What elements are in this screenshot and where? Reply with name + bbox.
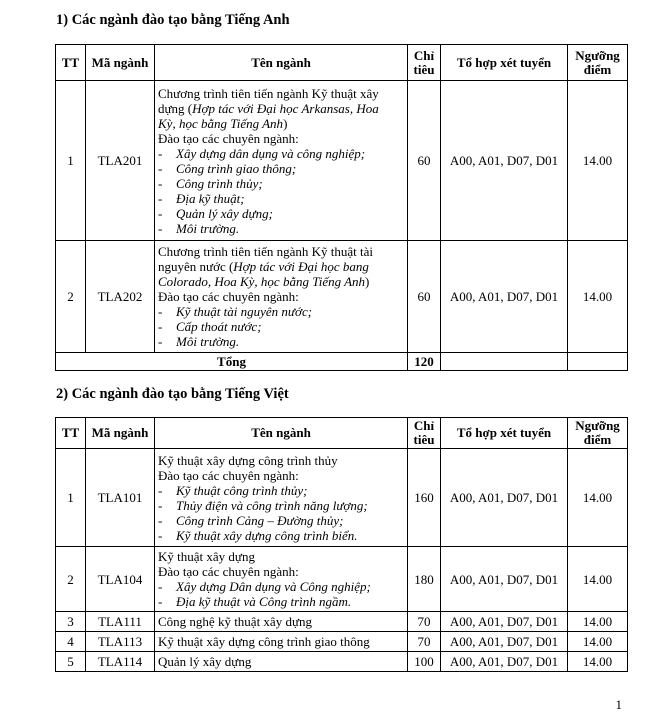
header-ma-nganh: Mã ngành (86, 418, 155, 449)
list-item-text: Địa kỹ thuật; (176, 190, 245, 206)
partner-text: Hợp tác với Đại học Arkansas, Hoa (192, 100, 379, 116)
specializations-label: Đào tạo các chuyên ngành: (158, 289, 299, 304)
list-item: - Công trình Cảng – Đường thủy; (158, 512, 344, 528)
list-item-text: Kỹ thuật công trình thủy; (176, 482, 308, 498)
text: nguyên nước ( (158, 259, 234, 274)
cell-to-hop: A00, A01, D07, D01 (441, 632, 568, 652)
list-item-text: Công trình thủy; (176, 175, 263, 191)
list-item-text: Môi trường. (176, 334, 240, 349)
total-value: 120 (408, 353, 441, 371)
table-row (56, 449, 628, 547)
list-item-text: Cấp thoát nước; (176, 319, 262, 334)
table-row (56, 652, 628, 672)
header-ten-nganh: Tên ngành (155, 418, 408, 449)
list-item: - Kỹ thuật tài nguyên nước; (158, 304, 313, 319)
cell-chi-tieu: 180 (408, 547, 441, 612)
program-line: Chương trình tiên tiến ngành Kỹ thuật xây (158, 85, 379, 101)
table-row (56, 241, 628, 353)
header-chi-tieu: Chỉ tiêu (408, 418, 441, 449)
header-ten-nganh: Tên ngành (155, 45, 408, 81)
cell-to-hop: A00, A01, D07, D01 (441, 449, 568, 547)
specializations-label: Đào tạo các chuyên ngành: (158, 467, 299, 483)
text: dựng ( (158, 100, 193, 116)
table-row (56, 81, 628, 241)
cell-chi-tieu: 160 (408, 449, 441, 547)
cell-nguong-diem: 14.00 (568, 612, 628, 632)
cell-tt: 1 (56, 449, 86, 547)
list-item-text: Xây dựng dân dụng và công nghiệp; (176, 145, 366, 161)
program-line (158, 101, 404, 116)
list-item: - Địa kỹ thuật; (158, 190, 245, 206)
total-label: Tổng (56, 353, 408, 371)
program-line: Kỹ thuật xây dựng (158, 549, 255, 564)
cell-tt: 4 (56, 632, 86, 652)
cell-ma-nganh: TLA111 (86, 612, 155, 632)
list-item: - Kỹ thuật xây dựng công trình biển. (158, 527, 358, 543)
cell-nguong-diem: 14.00 (568, 449, 628, 547)
cell-tt: 2 (56, 547, 86, 612)
specializations-label: Đào tạo các chuyên ngành: (158, 564, 299, 579)
list-item: - Môi trường. (158, 220, 240, 236)
header-to-hop: Tổ hợp xét tuyển (441, 45, 568, 81)
cell-chi-tieu: 100 (408, 652, 441, 672)
header-nguong-diem: Ngưỡng điểm (568, 418, 628, 449)
cell-tt: 3 (56, 612, 86, 632)
list-item-text: Công trình Cảng – Đường thủy; (176, 512, 344, 528)
english-programs-table (55, 44, 628, 371)
cell-ma-nganh: TLA104 (86, 547, 155, 612)
cell-nguong-diem: 14.00 (568, 632, 628, 652)
list-item: - Thủy điện và công trình năng lượng; (158, 497, 368, 513)
table-header-row (56, 45, 628, 81)
cell-chi-tieu: 60 (408, 241, 441, 353)
vietnamese-programs-table (55, 417, 628, 672)
program-line (158, 274, 404, 289)
program-line: Kỹ thuật xây dựng công trình thủy (158, 452, 338, 468)
program-line: Chương trình tiên tiến ngành Kỹ thuật tài (158, 244, 374, 259)
cell-ten-nganh (155, 81, 408, 241)
program-line (158, 259, 404, 274)
header-ma-nganh: Mã ngành (86, 45, 155, 81)
cell-ten-nganh: Quản lý xây dựng (155, 652, 408, 672)
cell-nguong-diem: 14.00 (568, 547, 628, 612)
table-row (56, 547, 628, 612)
list-item: - Quản lý xây dựng; (158, 205, 273, 221)
cell-to-hop: A00, A01, D07, D01 (441, 612, 568, 632)
list-item-text: Môi trường. (176, 220, 240, 236)
program-line (158, 116, 404, 131)
partner-text: Kỳ, học bằng Tiếng Anh (158, 115, 284, 131)
empty-cell (441, 353, 568, 371)
cell-chi-tieu: 70 (408, 632, 441, 652)
cell-tt: 5 (56, 652, 86, 672)
header-nguong-diem: Ngưỡng điểm (568, 45, 628, 81)
cell-nguong-diem: 14.00 (568, 81, 628, 241)
list-item: - Xây dựng Dân dụng và Công nghiệp; (158, 579, 371, 594)
cell-ten-nganh: Công nghệ kỹ thuật xây dựng (155, 612, 408, 632)
list-item-text: Xây dựng Dân dụng và Công nghiệp; (176, 579, 371, 594)
page-number: 1 (615, 697, 622, 712)
text: ) (365, 274, 370, 289)
list-item-text: Quản lý xây dựng; (176, 205, 273, 221)
list-item: - Xây dựng dân dụng và công nghiệp; (158, 145, 366, 161)
cell-ten-nganh (155, 449, 408, 547)
cell-nguong-diem: 14.00 (568, 652, 628, 672)
header-to-hop: Tổ hợp xét tuyển (441, 418, 568, 449)
cell-ma-nganh: TLA201 (86, 81, 155, 241)
cell-tt: 1 (56, 81, 86, 241)
cell-to-hop: A00, A01, D07, D01 (441, 241, 568, 353)
empty-cell (568, 353, 628, 371)
cell-chi-tieu: 60 (408, 81, 441, 241)
list-item-text: Thủy điện và công trình năng lượng; (176, 497, 368, 513)
section-1-title: 1) Các ngành đào tạo bằng Tiếng Anh (56, 12, 290, 28)
table-header-row (56, 418, 628, 449)
header-tt: TT (56, 418, 86, 449)
cell-to-hop: A00, A01, D07, D01 (441, 547, 568, 612)
header-tt: TT (56, 45, 86, 81)
text: ) (283, 115, 288, 131)
partner-text: Colorado, Hoa Kỳ, học bằng Tiếng Anh (158, 274, 366, 289)
cell-ma-nganh: TLA114 (86, 652, 155, 672)
list-item: - Địa kỹ thuật và Công trình ngầm. (158, 594, 352, 609)
list-item: - Kỹ thuật công trình thủy; (158, 482, 308, 498)
table-row (56, 612, 628, 632)
list-item: - Cấp thoát nước; (158, 319, 262, 334)
cell-ten-nganh (155, 547, 408, 612)
table-row (56, 632, 628, 652)
cell-to-hop: A00, A01, D07, D01 (441, 652, 568, 672)
list-item-text: Công trình giao thông; (176, 160, 297, 176)
header-chi-tieu: Chỉ tiêu (408, 45, 441, 81)
cell-ten-nganh (155, 241, 408, 353)
cell-ma-nganh: TLA202 (86, 241, 155, 353)
cell-chi-tieu: 70 (408, 612, 441, 632)
specializations-label: Đào tạo các chuyên ngành: (158, 130, 299, 146)
list-item: - Công trình giao thông; (158, 160, 297, 176)
cell-to-hop: A00, A01, D07, D01 (441, 81, 568, 241)
list-item-text: Địa kỹ thuật và Công trình ngầm. (176, 594, 352, 609)
list-item-text: Kỹ thuật xây dựng công trình biển. (176, 527, 358, 543)
list-item-text: Kỹ thuật tài nguyên nước; (176, 304, 313, 319)
partner-text: Hợp tác với Đại học bang (233, 259, 369, 274)
cell-nguong-diem: 14.00 (568, 241, 628, 353)
list-item: - Công trình thủy; (158, 175, 263, 191)
cell-tt: 2 (56, 241, 86, 353)
list-item: - Môi trường. (158, 334, 240, 349)
cell-ma-nganh: TLA113 (86, 632, 155, 652)
section-2-title: 2) Các ngành đào tạo bằng Tiếng Việt (56, 386, 289, 402)
cell-ten-nganh: Kỹ thuật xây dựng công trình giao thông (155, 632, 408, 652)
total-row (56, 353, 628, 371)
cell-ma-nganh: TLA101 (86, 449, 155, 547)
